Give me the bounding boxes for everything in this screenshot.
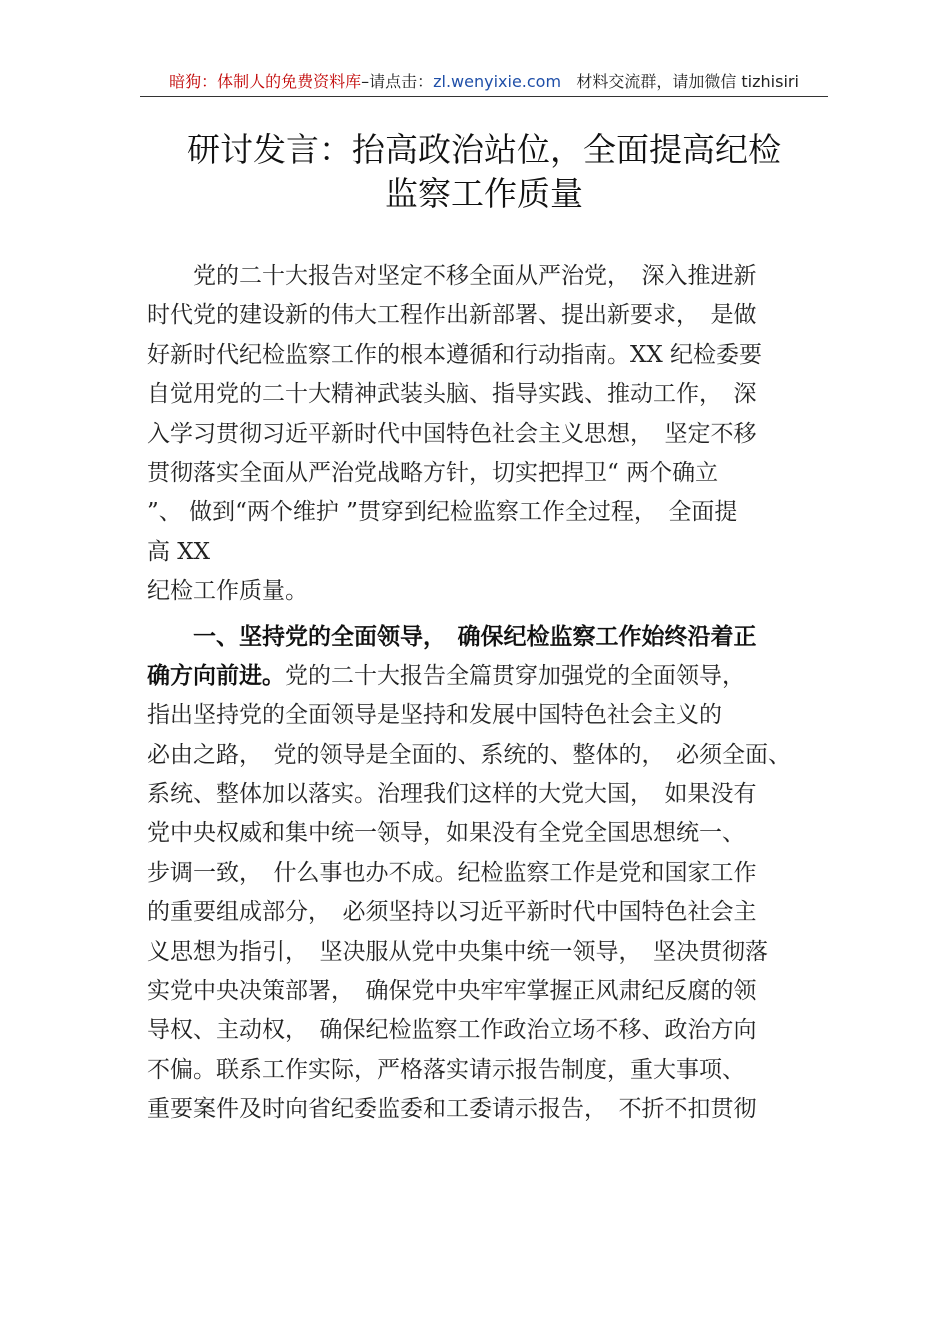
text-line: 贯彻落实全面从严治党战略方针，切实把捍卫“ 两个确立 [147,459,719,486]
text-line: 指出坚持党的全面领导是坚持和发展中国特色社会主义的 [147,702,722,729]
header-url-link[interactable]: zl.wenyixie.com [433,72,562,91]
title-line-1: 研讨发言：抬高政治站位，全面提高纪检 [187,130,781,169]
text-line: 步调一致， 什么事也办不成。纪检监察工作是党和国家工作 [147,859,757,886]
section-1 [147,618,837,1130]
text-line: 的重要组成部分， 必须坚持以习近平新时代中国特色社会主 [147,899,757,926]
text-line: 重要案件及时向省纪委监委和工委请示报告， 不折不扣贯彻 [147,1096,757,1123]
section-1-heading-line-2-row [147,657,837,696]
text-line: 必由之路， 党的领导是全面的、系统的、整体的， 必须全面、 [147,741,791,768]
text-line: 好新时代纪检监察工作的根本遵循和行动指南。XX 纪检委要 [147,341,763,368]
document-title [140,128,828,216]
text-line: 时代党的建设新的伟大工程作出新部署、提出新要求， 是做 [147,302,757,329]
text-line: 实党中央决策部署， 确保党中央牢牢掌握正风肃纪反腐的领 [147,978,757,1005]
text-line: 自觉用党的二十大精神武装头脑、指导实践、推动工作， 深 [147,381,757,408]
text-line: 不偏。联系工作实际，严格落实请示报告制度，重大事项、 [147,1056,745,1083]
header-click-prompt: –请点击： [361,72,434,91]
section-1-first-line-rest: 党的二十大报告全篇贯穿加强党的全面领导， [285,662,745,689]
text-line: ”、 做到“两个维护 ”贯穿到纪检监察工作全过程， 全面提 [147,499,738,526]
text-line: 导权、主动权， 确保纪检监察工作政治立场不移、政治方向 [147,1017,757,1044]
header-wechat-note: 材料交流群，请加微信 tizhisiri [576,72,799,91]
header-site-name: 暗狗：体制人的免费资料库 [169,72,362,91]
text-line: 入学习贯彻习近平新时代中国特色社会主义思想， 坚定不移 [147,420,757,447]
text-line: 系统、整体加以落实。治理我们这样的大党大国， 如果没有 [147,781,757,808]
text-line: 义思想为指引， 坚决服从党中央集中统一领导， 坚决贯彻落 [147,938,768,965]
text-line: 党中央权威和集中统一领导，如果没有全党全国思想统一、 [147,820,745,847]
section-1-heading-line-1: 一、坚持党的全面领导， 确保纪检监察工作始终沿着正 [147,623,757,650]
paragraph-intro [147,257,837,612]
text-line: 纪检工作质量。 [147,578,308,605]
text-line: 党的二十大报告对坚定不移全面从严治党， 深入推进新 [147,263,757,289]
text-line: 高 XX [147,538,211,565]
title-line-2: 监察工作质量 [385,174,583,213]
section-1-heading-line-2: 确方向前进。 [147,662,285,689]
page-header [140,72,828,97]
document-body [147,257,837,1130]
